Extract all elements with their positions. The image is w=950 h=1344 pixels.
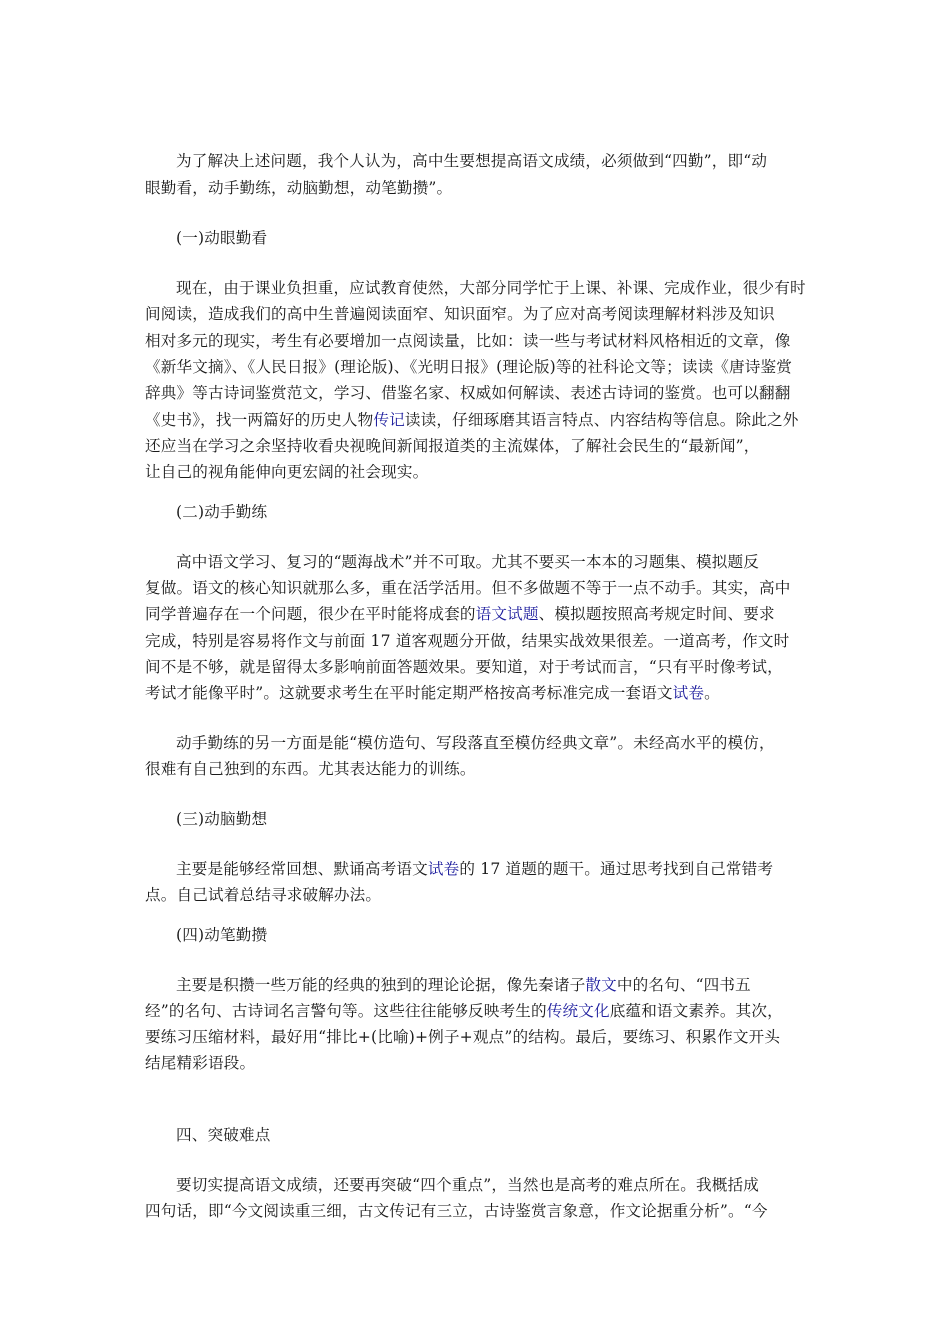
link-exam-paper[interactable]: 试卷	[427, 860, 460, 878]
paragraph-line: 同学普遍存在一个问题，很少在平时能将成套的语文试题、模拟题按照高考规定时间、要求	[145, 605, 775, 623]
paragraph-line: 相对多元的现实，考生有必要增加一点阅读量，比如：读一些与考试材料风格相近的文章，像	[145, 332, 791, 350]
link-chinese-exam-questions[interactable]: 语文试题	[475, 605, 539, 623]
paragraph-line: 要练习压缩材料，最好用“排比+(比喻)+例子+观点”的结构。最后，要练习、积累作文开头	[145, 1028, 781, 1046]
paragraph-line: 经”的名句、古诗词名言警句等。这些往往能够反映考生的传统文化底蕴和语文素养。其次，	[145, 1002, 783, 1020]
paragraph-line: 考试才能像平时”。这就要求考生在平时能定期严格按高考标准完成一套语文试卷。	[145, 684, 720, 702]
paragraph-line: 主要是能够经常回想、默诵高考语文试卷的 17 道题的题干。通过思考找到自己常错考	[176, 860, 774, 878]
paragraph-line: 为了解决上述问题，我个人认为，高中生要想提高语文成绩，必须做到“四勤”，即“动	[176, 152, 768, 170]
paragraph-line: 《新华文摘》、《人民日报》(理论版)、《光明日报》(理论版)等的社科论文等；读读《唐诗鉴赏	[145, 358, 793, 376]
paragraph-line: 要切实提高语文成绩，还要再突破“四个重点”，当然也是高考的难点所在。我概括成	[176, 1176, 760, 1194]
link-exam-paper[interactable]: 试卷	[672, 684, 705, 702]
section-heading: (三)动脑勤想	[176, 810, 268, 828]
paragraph-line: 复做。语文的核心知识就那么多，重在活学活用。但不多做题不等于一点不动手。其实，高中	[145, 579, 791, 597]
paragraph-line: 四句话，即“今文阅读重三细，古文传记有三立，古诗鉴赏言象意，作文论据重分析”。“今	[145, 1202, 768, 1220]
paragraph-line: 辞典》等古诗词鉴赏范文，学习、借鉴名家、权威如何解读、表述古诗词的鉴赏。也可以翻翻	[145, 384, 791, 402]
paragraph-line: 主要是积攒一些万能的经典的独到的理论论据，像先秦诸子散文中的名句、“四书五	[176, 976, 751, 994]
paragraph-line: 《史书》，找一两篇好的历史人物传记读读，仔细琢磨其语言特点、内容结构等信息。除此之外	[145, 411, 799, 429]
section-heading: 四、突破难点	[176, 1126, 271, 1144]
paragraph-line: 让自己的视角能伸向更宏阔的社会现实。	[145, 463, 429, 481]
paragraph-line: 点。自己试着总结寻求破解办法。	[145, 886, 382, 904]
paragraph-line: 结尾精彩语段。	[145, 1054, 256, 1072]
link-traditional-culture[interactable]: 传统文化	[546, 1002, 610, 1020]
paragraph-line: 还应当在学习之余坚持收看央视晚间新闻报道类的主流媒体，了解社会民生的“最新闻”，	[145, 437, 760, 455]
section-heading: (二)动手勤练	[176, 503, 268, 521]
paragraph-line: 完成，特别是容易将作文与前面 17 道客观题分开做，结果实战效果很差。一道高考，作文时	[145, 632, 790, 650]
paragraph-line: 动手勤练的另一方面是能“模仿造句、写段落直至模仿经典文章”。未经高水平的模仿，	[176, 734, 775, 752]
paragraph-line: 很难有自己独到的东西。尤其表达能力的训练。	[145, 760, 476, 778]
section-heading: (一)动眼勤看	[176, 229, 268, 247]
paragraph-line: 现在，由于课业负担重，应试教育使然，大部分同学忙于上课、补课、完成作业，很少有时	[176, 279, 806, 297]
link-biography[interactable]: 传记	[373, 411, 405, 429]
paragraph-line: 间不是不够，就是留得太多影响前面答题效果。要知道，对于考试而言，“只有平时像考试，	[145, 658, 783, 676]
paragraph-line: 眼勤看，动手勤练，动脑勤想，动笔勤攒”。	[145, 179, 453, 197]
link-prose[interactable]: 散文	[585, 976, 617, 994]
paragraph-line: 间阅读，造成我们的高中生普遍阅读面窄、知识面窄。为了应对高考阅读理解材料涉及知识	[145, 305, 775, 323]
section-heading: (四)动笔勤攒	[176, 926, 268, 944]
paragraph-line: 高中语文学习、复习的“题海战术”并不可取。尤其不要买一本本的习题集、模拟题反	[176, 553, 760, 571]
